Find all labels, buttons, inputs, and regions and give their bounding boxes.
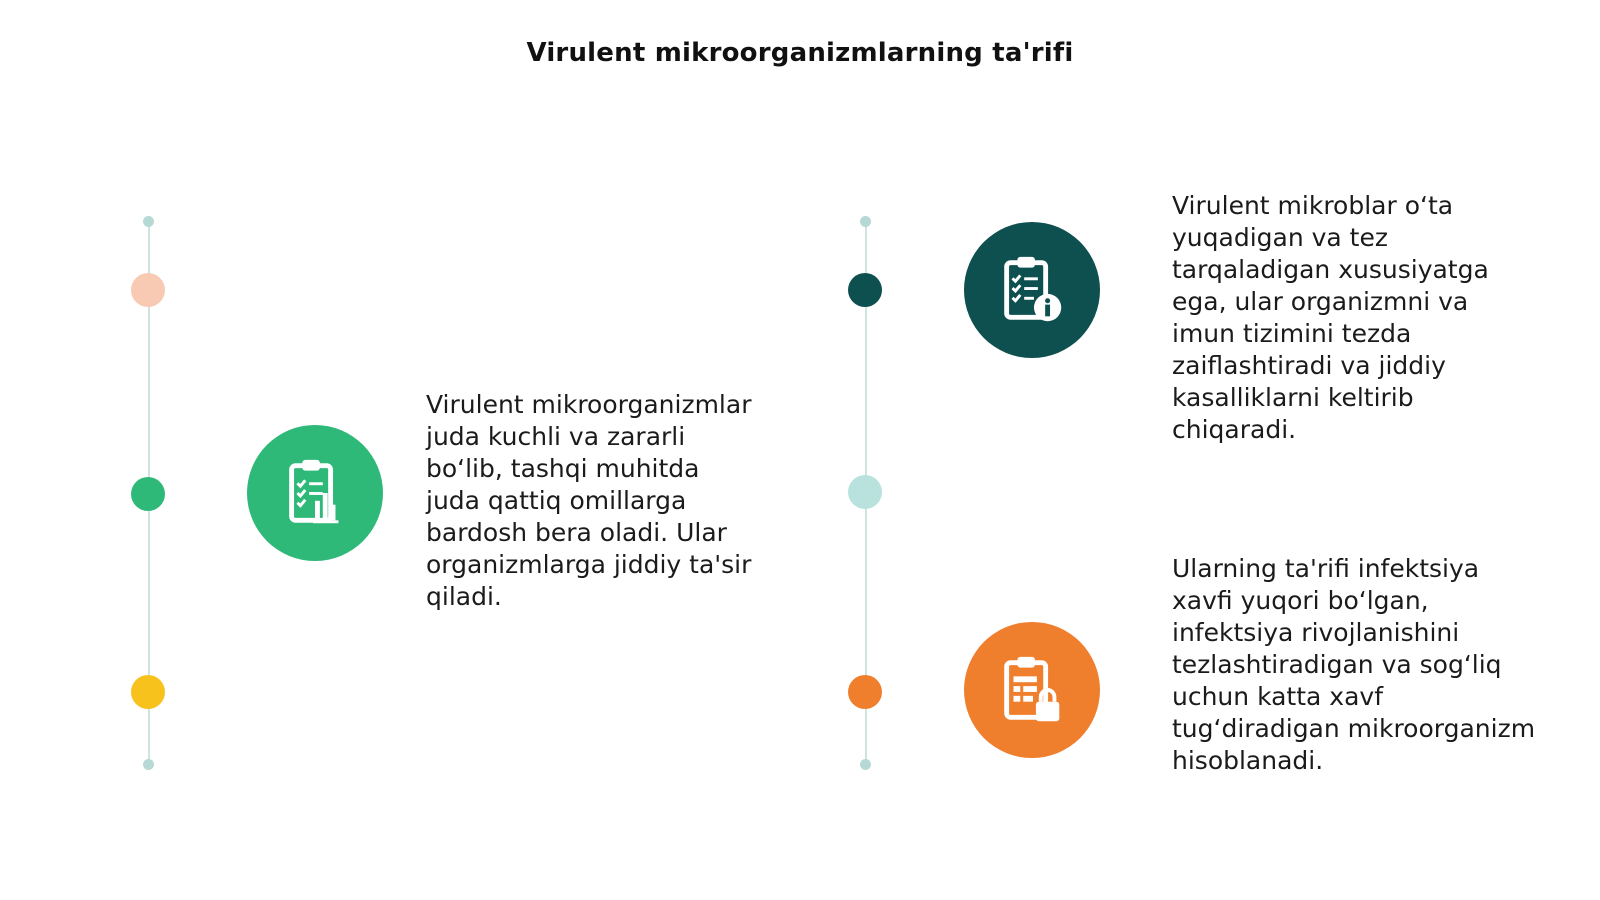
left-dot-green	[131, 477, 165, 511]
page-title: Virulent mikroorganizmlarning ta'rifi	[526, 38, 1074, 68]
right-dot-dark-teal	[848, 273, 882, 307]
item-1-description: Virulent mikroorganizmlar juda kuchli va zararli bo‘lib, tashqi muhitda juda qattiq omillarga bardosh bera oladi. Ular organizmlarga jiddiy ta'sir qiladi.	[426, 390, 752, 611]
left-dot-yellow	[131, 675, 165, 709]
left-dot-peach	[131, 273, 165, 307]
clipboard-chart-icon	[247, 425, 383, 561]
right-dot-orange	[848, 675, 882, 709]
left-timeline-top-cap	[143, 216, 154, 227]
right-dot-light-teal	[848, 475, 882, 509]
right-timeline-top-cap	[860, 216, 871, 227]
item-2-description: Virulent mikroblar o‘ta yuqadigan va tez tarqaladigan xususiyatga ega, ular organizmni va imun tizimini tezda zaiflashtiradi va jiddiy kasalliklarni keltirib chiqaradi.	[1172, 191, 1489, 444]
clipboard-info-icon	[964, 222, 1100, 358]
left-timeline-bottom-cap	[143, 759, 154, 770]
clipboard-lock-icon	[964, 622, 1100, 758]
right-timeline-bottom-cap	[860, 759, 871, 770]
item-3-description: Ularning ta'rifi infektsiya xavfi yuqori bo‘lgan, infektsiya rivojlanishini tezlashtiradigan va sog‘liq uchun katta xavf tug‘diradigan mikroorganizm hisoblanadi.	[1172, 554, 1536, 775]
